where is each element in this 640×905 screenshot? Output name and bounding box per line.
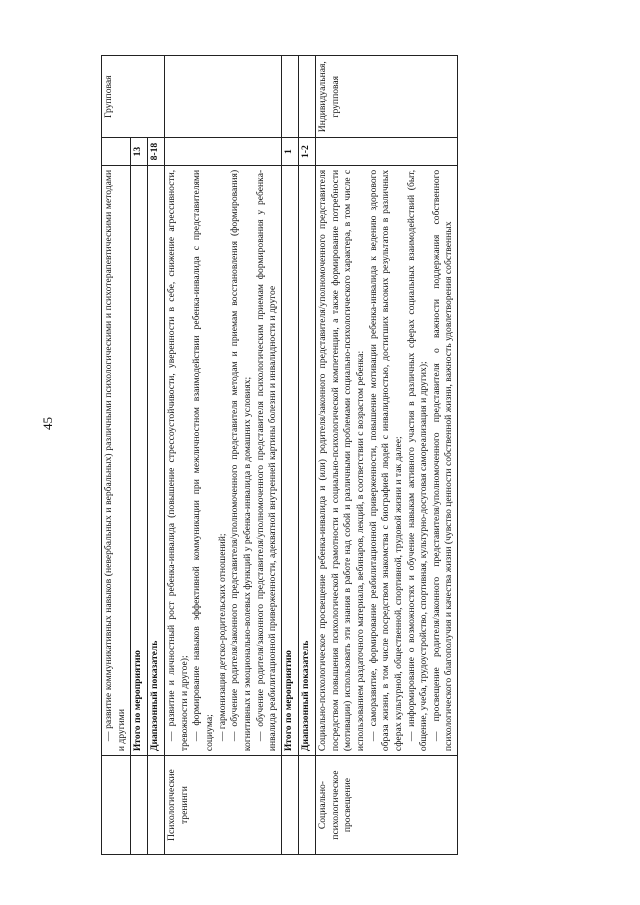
list-item: — гармонизация детско-родительских отношений; (216, 533, 228, 742)
empty-cell (148, 756, 165, 855)
form-cell (298, 56, 315, 138)
range-label: Диапазонный показатель (298, 165, 315, 755)
table-row-trainings (165, 56, 282, 855)
page-number: 45 (40, 417, 55, 430)
total-value: 1 (281, 138, 298, 165)
range-value: 8-18 (148, 138, 165, 165)
empty-cell (131, 756, 148, 855)
range-label: Диапазонный показатель (148, 165, 165, 755)
content-cell (165, 165, 282, 755)
form-cell-group: Групповая (102, 56, 165, 138)
form-cell-individual-group: Индивидуальная, групповая (315, 56, 457, 138)
rehabilitation-table (101, 55, 458, 855)
list-item: — развитие коммуникативных навыков (невербальных и вербальных) различными психологическими и психотерапевтическими методами и другими (103, 169, 127, 752)
empty-cell (298, 756, 315, 855)
content-cell (102, 165, 131, 755)
list-item: — просвещение родителя/законного представителя/уполномоченного представителя о важности поддержания собственного психологического благополучия и качества жизни (чувство ценности собственной жизни, важность удовлетворения собственных (430, 169, 455, 752)
total-label: Итого по мероприятию (131, 165, 148, 755)
table-row-education (315, 56, 457, 855)
education-intro: Социально-психологическое просвещение ребенка-инвалида и (или) родителя/законного представителя/уполномоченного представителя посредством повышения психологической грамотности и социально-психологической компетенции, а также формирование потребности (мотивации) использовать эти знания в работе над собой и различными проблемами социально-психологического характера, в том числе с использованием раздаточного материала, вебинаров, лекций, в соответствии с возрастом ребенка: (316, 169, 366, 752)
total-value: 13 (131, 138, 148, 165)
content-cell (315, 165, 457, 755)
table-row-range (298, 56, 315, 855)
list-item: — саморазвитие, формирование реабилитационной приверженности, повышение мотивации ребенка-инвалида к ведению здорового образа жизни, в том числе посредством знакомства с биографией людей с инвалидностью, достигших высоких результатов в различных сферах культурной, общественной, спортивной, трудовой жизни и так далее; (367, 169, 404, 752)
list-item: — формирование навыков эффективной коммуникации при межличностном взаимодействии ребенка-инвалида с представителями социума; (191, 169, 215, 752)
total-label: Итого по мероприятию (281, 165, 298, 755)
quantity-cell (102, 138, 131, 165)
quantity-cell (165, 138, 282, 165)
table-row-total (281, 56, 298, 855)
list-item: — развитие и личностный рост ребенка-инвалида (повышение стрессоустойчивости, уверенности в себе, снижение агрессивности, тревожности и другое); (166, 169, 190, 752)
event-name-cell (102, 756, 131, 855)
rotated-table-sheet (101, 55, 556, 855)
list-item: — обучение родителя/законного представителя/уполномоченного представителя методам и приемам восстановления (формирования) когнитивных и эмоционально-волевых функций у ребенка-инвалида в домашних условиях; (229, 169, 253, 752)
form-cell (281, 56, 298, 138)
range-value: 1-2 (298, 138, 315, 165)
table-row-range (148, 56, 165, 855)
event-name-cell: Психологические тренинги (165, 756, 282, 855)
quantity-cell (315, 138, 457, 165)
list-item: — обучение родителя/законного представителя/уполномоченного представителя психологическим приемам формирования у ребенка-инвалида реабилитационной приверженности, адекватной внутренней картины болезни и инвалидности и другое (254, 169, 279, 752)
table-row-communication (102, 56, 131, 855)
table-row-total (131, 56, 148, 855)
list-item: — информирование о возможностях и обучение навыкам активного участия в различных сферах социальных взаимодействий (быт, общение, учеба, трудоустройство, спортивная, культурно-досуговая самореализация и других); (405, 169, 430, 752)
form-cell (165, 56, 282, 138)
empty-cell (281, 756, 298, 855)
event-name-cell: Социально-психологическое просвещение (315, 756, 457, 855)
